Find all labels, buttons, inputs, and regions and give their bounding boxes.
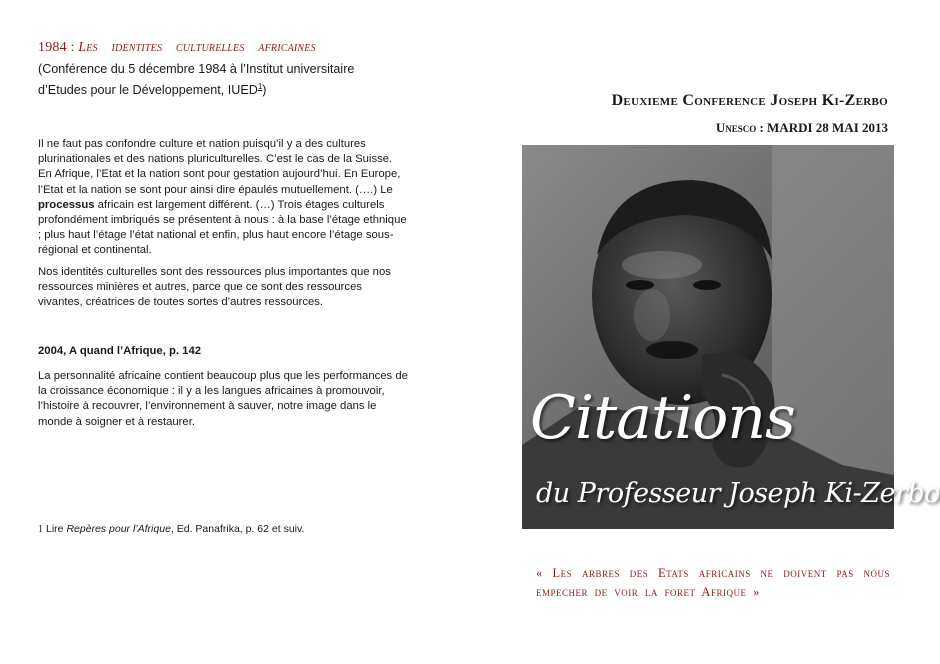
conference-line-2: d’Etudes pour le Développement, IUED <box>38 83 258 98</box>
conference-close: ) <box>262 83 267 98</box>
portrait-illustration <box>522 145 894 529</box>
date-line: Unesco : MARDI 28 MAI 2013 <box>715 120 888 135</box>
left-column <box>38 40 408 99</box>
reference-2004: 2004, A quand l’Afrique, p. 142 <box>38 345 202 357</box>
paragraph-personality: La personnalité africaine contient beaucoup plus que les performances de la croissance économique : il y a les langues africaines à promouvoir, l’histoire à recouvrer, l’environnement à sauver, notre image dans le monde à soigner et à restaurer. <box>38 370 408 428</box>
para1-text-b: africain est largement différent. (…) Trois étages culturels profondément imbriqués se présentent à nous : à la base l’étage ethnique ; plus haut l’étage l’état national et enfin, plus haut encore l’étage sous-régional et continental. <box>38 198 407 257</box>
conference-line-1: (Conférence du 5 décembre 1984 à l’Institut universitaire <box>38 62 355 76</box>
footnote <box>38 523 304 535</box>
heading-title: Les identites culturelles africaines <box>78 40 316 55</box>
section-heading-1984 <box>38 40 408 56</box>
para1-text-a: Il ne faut pas confondre culture et nation puisqu’il y a des cultures plurinationales et des nations pluriculturelles. C’est le cas de la Suisse. En Afrique, l’Etat et la nation sont pour gestation aujourd’hui. En Europe, l’Etat et la nation se sont pour ainsi dire épaulés mutuellement. (….) Le <box>38 138 401 196</box>
footnote-pre: Lire <box>46 523 67 535</box>
footnote-marker[interactable]: 1 <box>257 82 263 91</box>
paragraph-identities: Nos identités culturelles sont des ressources plus importantes que nos ressources minières et autres, parce que ce sont des ressources vivantes, créatrices de toutes sortes d’autres ressources. <box>38 266 391 309</box>
cover-title: Citations <box>530 383 795 453</box>
closing-quote: « Les arbres des Etats africains ne doivent pas nous empecher de voir la foret Afrique » <box>536 566 890 599</box>
conference-title: Deuxieme Conference Joseph Ki-Zerbo <box>611 92 888 109</box>
footnote-post: , Ed. Panafrika, p. 62 et suiv. <box>170 523 305 535</box>
heading-year: 1984 : <box>38 40 75 55</box>
footnote-book-title: Repères pour l’Afrique <box>66 523 171 535</box>
portrait-photo <box>522 145 894 529</box>
footnote-number: 1 <box>38 524 43 535</box>
conference-info <box>38 60 408 99</box>
para1-bold: processus <box>38 198 95 211</box>
paragraph-culture-nation <box>38 137 408 259</box>
cover-subtitle: du Professeur Joseph Ki-Zerbo <box>536 478 940 509</box>
